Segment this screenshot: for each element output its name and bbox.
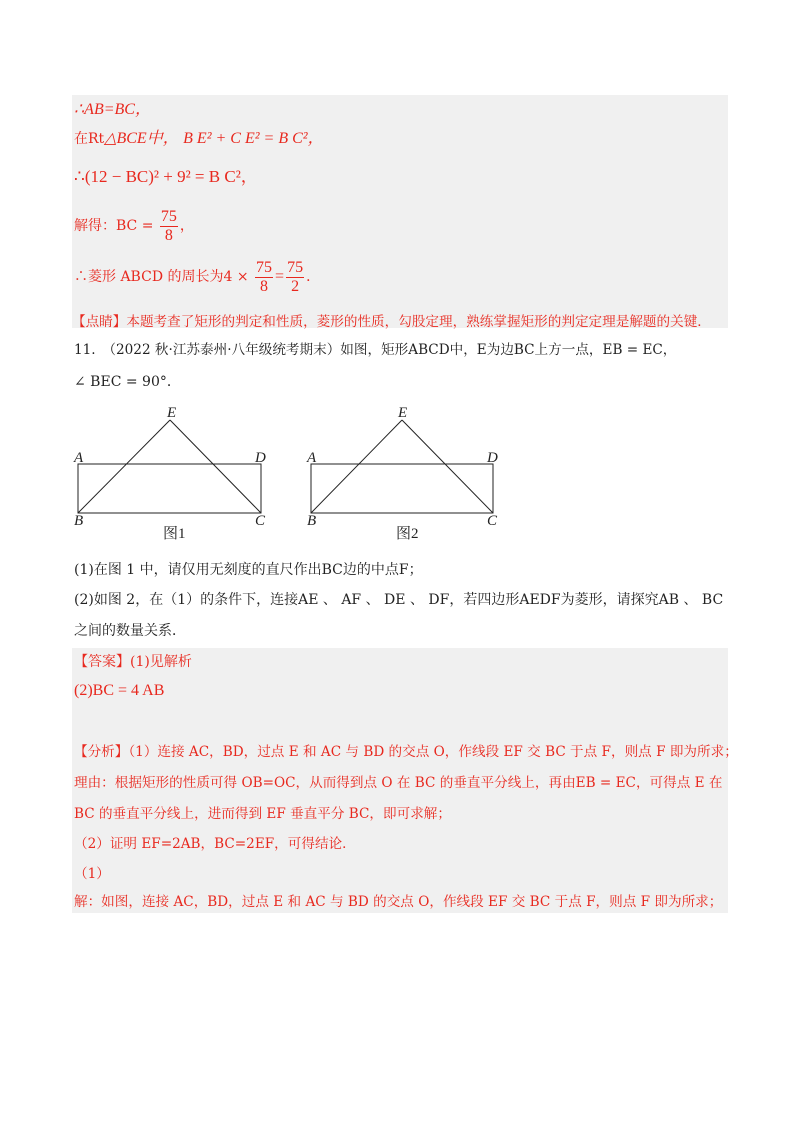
figure-2-label-e: E: [398, 405, 408, 421]
figure-2: [311, 420, 493, 513]
solution-line-2-prefix: 在Rt: [74, 131, 105, 147]
solution-line-5-suffix: ．: [306, 269, 321, 285]
fraction-numerator: 75: [160, 207, 177, 225]
figure-1-label-c: C: [255, 513, 266, 529]
solution-line-2: [74, 129, 324, 149]
analysis-line-2: 理由：根据矩形的性质可得 OB=OC，从而得到点 O 在 BC 的垂直平分线上，再由EB = EC，可得点 E 在: [74, 775, 723, 791]
problem-figures: [0, 400, 800, 550]
solution-line-2-equation: B E² + C E² = B C²，: [183, 130, 324, 147]
fraction-75-8-perimeter: [255, 259, 273, 296]
figure-1-segment-ec: [170, 420, 261, 513]
figure-2-rectangle: [311, 464, 493, 513]
solution-line-1: ∴AB=BC，: [74, 101, 151, 118]
figure-1-rectangle: [78, 464, 261, 513]
solution-line-5-prefix: ∴菱形 ABCD 的周长为4 ×: [74, 269, 249, 285]
figure-1-label-b: B: [74, 513, 84, 529]
figure-1-caption: 图1: [163, 526, 186, 542]
figure-2-label-c: C: [487, 513, 498, 529]
fraction-numerator: 75: [256, 258, 273, 276]
fraction-numerator: 75: [287, 258, 304, 276]
problem-11-statement: 11. （2022 秋·江苏泰州·八年级统考期末）如图，矩形ABCD中，E为边BC上方一点，EB = EC，: [74, 342, 677, 358]
fraction-75-2: [286, 259, 304, 296]
solution-line-2-triangle: △BCE中，: [104, 130, 179, 147]
solution-line-4-suffix: ，: [179, 218, 194, 234]
equals-sign: =: [275, 268, 285, 285]
fraction-denominator: 8: [164, 226, 173, 244]
solution-line-4-prefix: 解得：BC =: [74, 218, 154, 234]
fraction-denominator: 8: [260, 277, 269, 295]
solution-line-5: [74, 258, 320, 296]
analysis-line-1: 【分析】（1）连接 AC，BD，过点 E 和 AC 与 BD 的交点 O，作线段 EF 交 BC 于点 F，则点 F 即为所求；: [74, 744, 738, 760]
solution-1-line: 解：如图，连接 AC，BD，过点 E 和 AC 与 BD 的交点 O，作线段 EF 交 BC 于点 F，则点 F 即为所求；: [74, 894, 723, 910]
question-2-line-1: (2)如图 2，在（1）的条件下，连接AE 、 AF 、 DE 、 DF，若四边形AEDF为菱形，请探究AB 、 BC: [74, 592, 724, 608]
figure-2-segment-ec: [402, 420, 493, 513]
figure-2-segment-be: [311, 420, 402, 513]
figure-1-segment-be: [78, 420, 170, 513]
figure-2-label-a: A: [307, 450, 317, 466]
figure-1: [78, 420, 261, 513]
fraction-75-8: [160, 208, 178, 245]
key-point-comment: 【点睛】本题考查了矩形的判定和性质，菱形的性质，勾股定理，熟练掌握矩形的判定定理是解题的关键．: [72, 314, 711, 330]
part-1-label: （1）: [74, 866, 110, 882]
question-2-line-2: 之间的数量关系．: [74, 623, 186, 639]
answer-line-1: 【答案】(1)见解析: [74, 654, 192, 670]
figure-2-caption: 图2: [396, 526, 419, 542]
analysis-line-3: BC 的垂直平分线上，进而得到 EF 垂直平分 BC，即可求解；: [74, 806, 451, 822]
answer-line-2: (2)BC = 4 AB: [74, 682, 165, 699]
figure-2-label-d: D: [487, 450, 498, 466]
solution-line-4: [74, 207, 194, 245]
figure-1-label-e: E: [167, 405, 177, 421]
fraction-denominator: 2: [291, 277, 300, 295]
problem-11-angle-condition: ∠ BEC = 90°．: [74, 374, 181, 390]
solution-line-3: ∴(12 − BC)² + 9² = B C²，: [74, 167, 258, 186]
figure-1-label-d: D: [255, 450, 266, 466]
figure-2-label-b: B: [307, 513, 317, 529]
figure-1-label-a: A: [74, 450, 84, 466]
question-1: (1)在图 1 中，请仅用无刻度的直尺作出BC边的中点F；: [74, 562, 423, 578]
analysis-line-4: （2）证明 EF=2AB，BC=2EF，可得结论．: [74, 836, 356, 852]
